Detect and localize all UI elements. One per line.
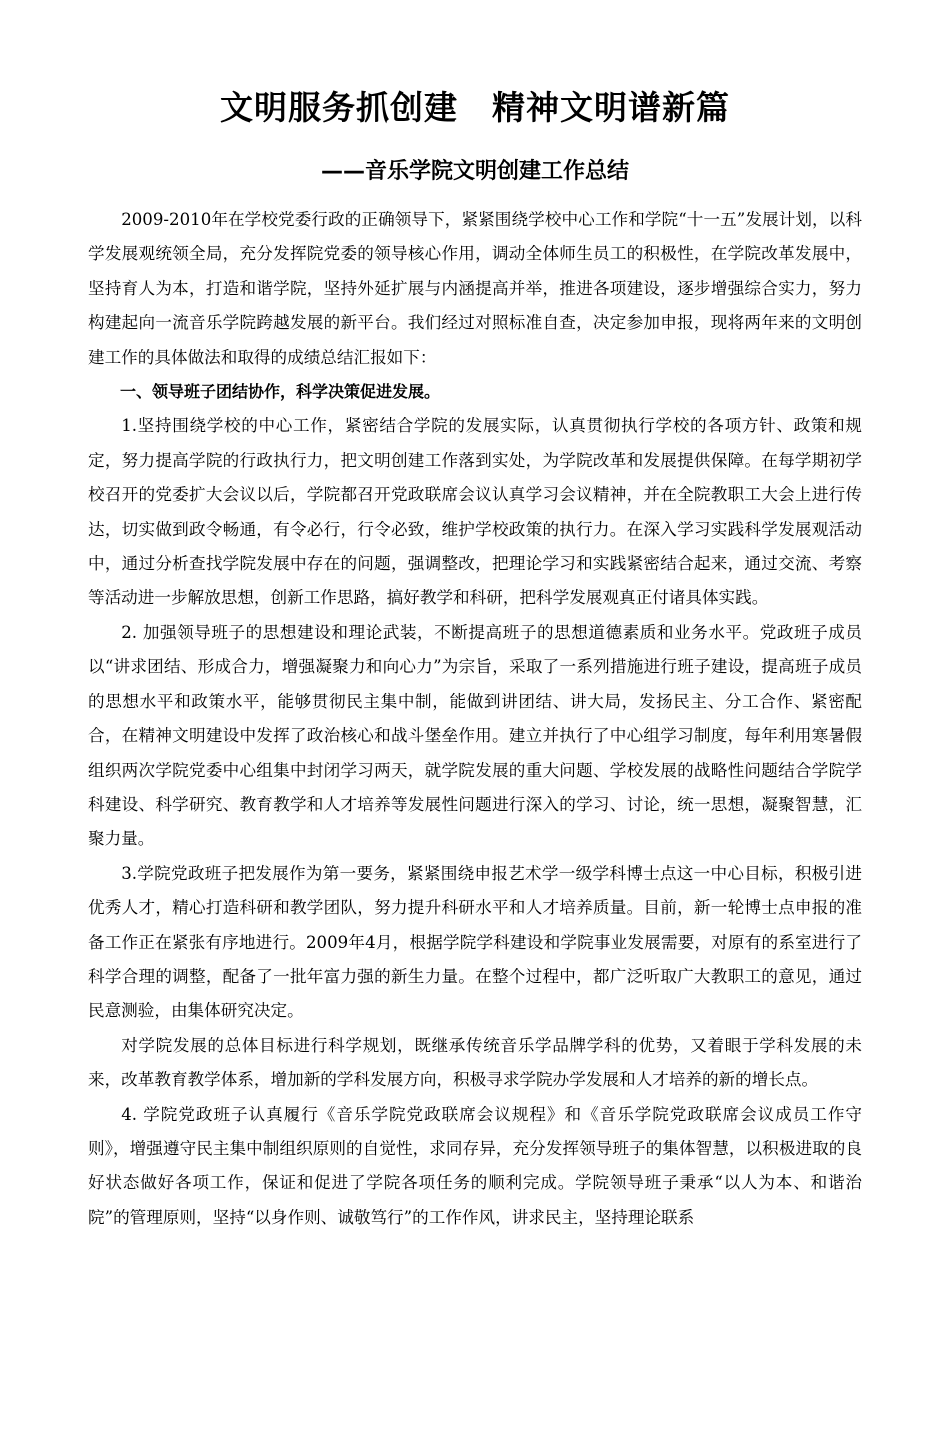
paragraph-item-3: 3.学院党政班子把发展作为第一要务，紧紧围绕申报艺术学一级学科博士点这一中心目标，积极引进优秀人才，精心打造科研和教学团队，努力提升科研水平和人才培养质量。目前，新一轮博士点申报的准备工作正在紧张有序地进行。2009年4月，根据学院学科建设和学院事业发展需要，对原有的系室进行了科学合理的调整，配备了一批年富力强的新生力量。在整个过程中，都广泛听取广大教职工的意见，通过民意测验，由集体研究决定。 [88, 863, 862, 1021]
paragraph-planning: 对学院发展的总体目标进行科学规划，既继承传统音乐学品牌学科的优势，又着眼于学科发展的未来，改革教育教学体系，增加新的学科发展方向，积极寻求学院办学发展和人才培养的新的增长点。 [88, 1035, 862, 1090]
paragraph-intro: 2009-2010年在学校党委行政的正确领导下，紧紧围绕学校中心工作和学院“十一五”发展计划，以科学发展观统领全局，充分发挥院党委的领导核心作用，调动全体师生员工的积极性，在学院改革发展中，坚持育人为本，打造和谐学院，坚持外延扩展与内涵提高并举，推进各项建设，逐步增强综合实力，努力构建起向一流音乐学院跨越发展的新平台。我们经过对照标准自查，决定参加申报，现将两年来的文明创建工作的具体做法和取得的成绩总结汇报如下： [88, 210, 862, 367]
document-subtitle: ——音乐学院文明创建工作总结 [320, 159, 629, 184]
paragraph-item-4: 4. 学院党政班子认真履行《音乐学院党政联席会议规程》和《音乐学院党政联席会议成员工作守则》，增强遵守民主集中制组织原则的自觉性，求同存异，充分发挥领导班子的集体智慧，以积极进取的良好状态做好各项工作，保证和促进了学院各项任务的顺利完成。学院领导班子秉承“以人为本、和谐治院”的管理原则，坚持“以身作则、诚敬笃行”的工作作风，讲求民主，坚持理论联系 [88, 1104, 862, 1227]
document-body [88, 203, 862, 1235]
document-title: 文明服务抓创建 精神文明谱新篇 [220, 88, 730, 127]
paragraph-item-2: 2. 加强领导班子的思想建设和理论武装，不断提高班子的思想道德素质和业务水平。党政班子成员以“讲求团结、形成合力，增强凝聚力和向心力”为宗旨，采取了一系列措施进行班子建设，提高班子成员的思想水平和政策水平，能够贯彻民主集中制，能做到讲团结、讲大局，发扬民主、分工合作、紧密配合，在精神文明建设中发挥了政治核心和战斗堡垒作用。建立并执行了中心组学习制度，每年利用寒暑假组织两次学院党委中心组集中封闭学习两天，就学院发展的重大问题、学校发展的战略性问题结合学院学科建设、科学研究、教育教学和人才培养等发展性问题进行深入的学习、讨论，统一思想，凝聚智慧，汇聚力量。 [88, 622, 862, 849]
section-heading-1: 一、领导班子团结协作，科学决策促进发展。 [120, 382, 441, 402]
paragraph-item-1: 1.坚持围绕学校的中心工作，紧密结合学院的发展实际，认真贯彻执行学校的各项方针、政策和规定，努力提高学院的行政执行力，把文明创建工作落到实处，为学院改革和发展提供保障。在每学期初学校召开的党委扩大会议以后，学院都召开党政联席会议认真学习会议精神，并在全院教职工大会上进行传达，切实做到政令畅通，有令必行，行令必致，维护学校政策的执行力。在深入学习实践科学发展观活动中，通过分析查找学院发展中存在的问题，强调整改，把理论学习和实践紧密结合起来，通过交流、考察等活动进一步解放思想，创新工作思路，搞好教学和科研，把科学发展观真正付诸具体实践。 [88, 416, 862, 608]
